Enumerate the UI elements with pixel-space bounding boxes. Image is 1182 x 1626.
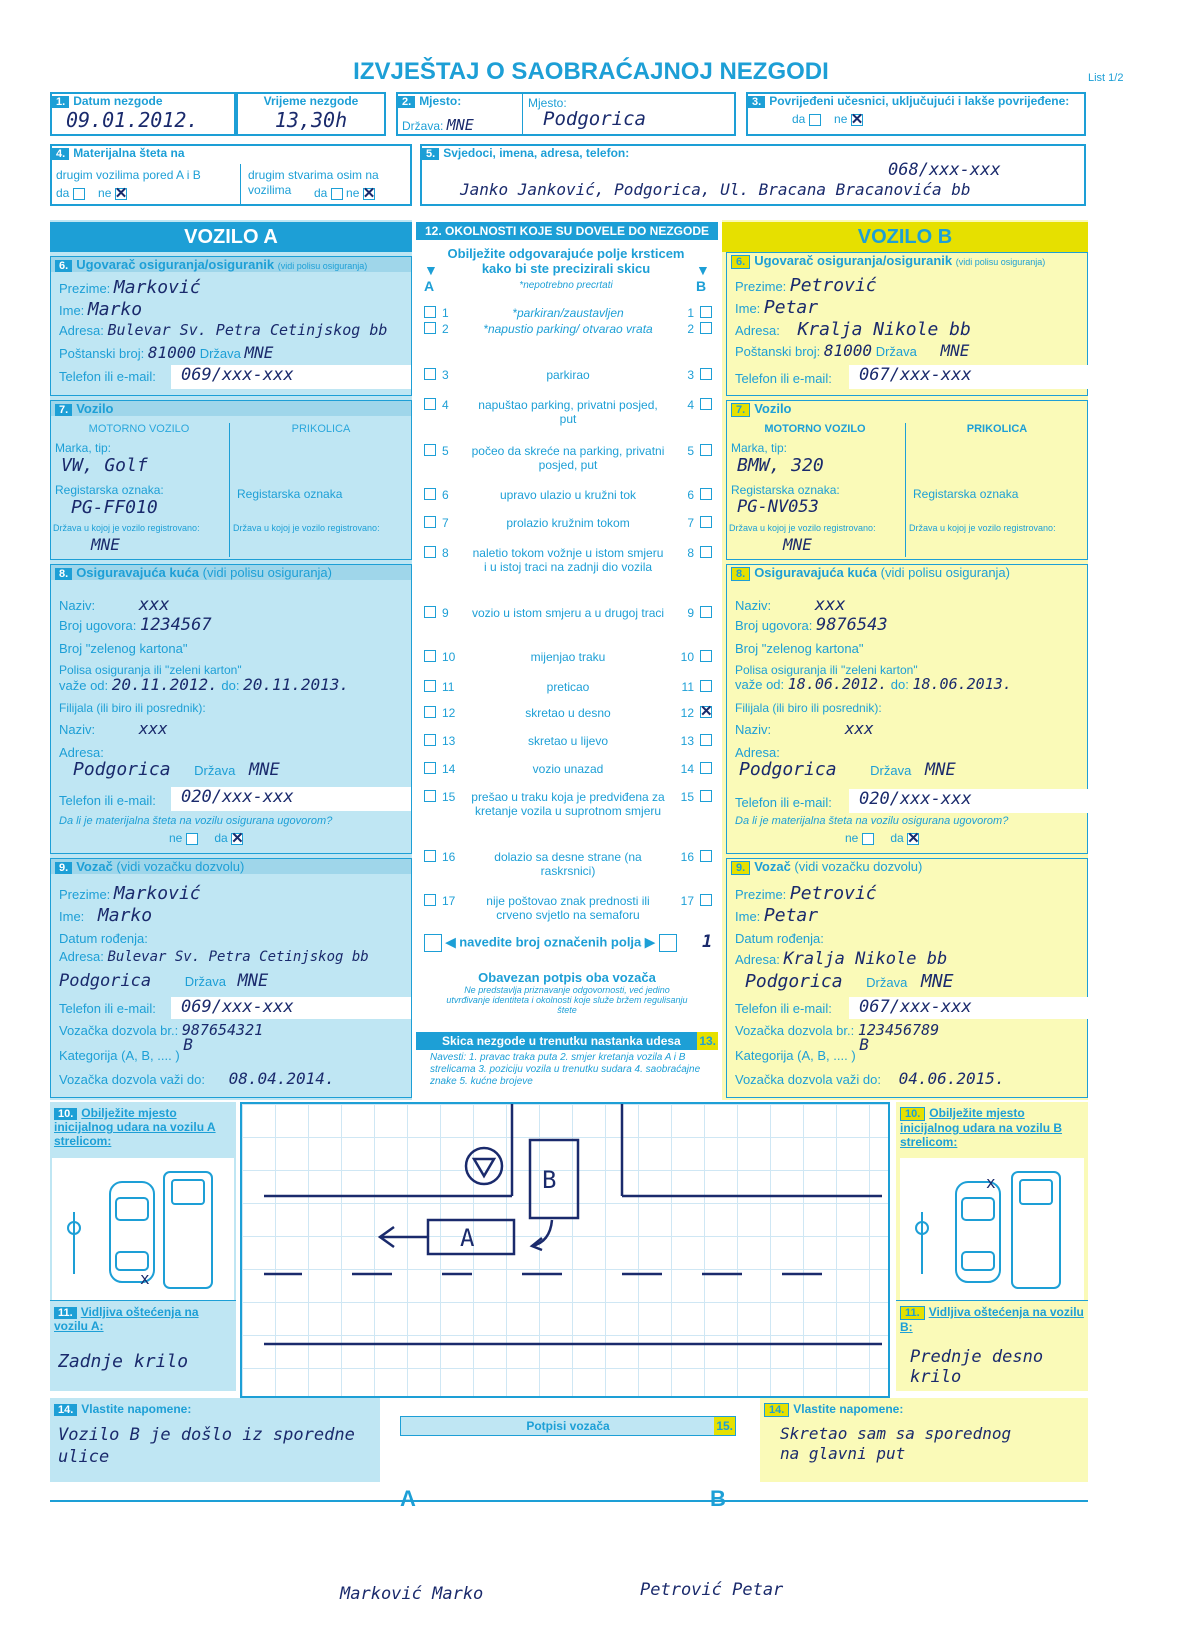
sheet-number: List 1/2 (1088, 72, 1124, 84)
circumstance-number: 7 (442, 516, 449, 530)
svg-text:x: x (140, 1269, 150, 1288)
vehicle-b-vehicle: 7. Vozilo MOTORNO VOZILO PRIKOLICA Marka, tip: BMW, 320 Registarska oznaka: PG-NV053 Država u kojoj je vozilo registrovano: MNE Registarska oznaka Država u kojoj je vozilo registrovano: (726, 400, 1088, 560)
page-title: IZVJEŠTAJ O SAOBRAĆAJNOJ NEZGODI (353, 58, 829, 85)
circumstance-number: 16 (442, 850, 456, 864)
sketch-drawing (242, 1104, 892, 1400)
circumstance-number: 2 (442, 322, 449, 336)
circumstance-number: 1 (687, 306, 694, 320)
car-diagram-a (52, 1158, 234, 1300)
circumstance-b-checkbox[interactable] (700, 488, 712, 500)
signature-b-letter: B (710, 1486, 726, 1511)
circumstance-text: vozio unazad (532, 762, 604, 776)
circumstance-number: 12 (680, 706, 694, 720)
circumstance-number: 8 (442, 546, 449, 560)
circumstance-number: 9 (442, 606, 449, 620)
circumstance-a-checkbox[interactable] (424, 398, 436, 410)
vehicle-b-branch-phone[interactable]: 020/xxx-xxx (849, 789, 1089, 813)
circumstance-text: upravo ulazio u kružni tok (499, 488, 637, 502)
circumstance-a-checkbox[interactable] (424, 444, 436, 456)
circumstance-text: napuštao parking, privatni posjed, put (478, 398, 658, 426)
circumstance-text: *parkiran/zaustavljen (512, 306, 624, 320)
count-b-box[interactable] (659, 934, 677, 952)
circumstance-number: 3 (687, 368, 694, 382)
circumstance-a-checkbox[interactable] (424, 734, 436, 746)
visible-damage-b[interactable]: 11. Vidljiva oštećenja na vozilu B: Prednje desno krilo (896, 1300, 1088, 1391)
count-row: ◀ navedite broj označenih polja ▶ 1 (424, 934, 714, 954)
circumstance-text: parkirao (546, 368, 590, 382)
circumstance-number: 11 (442, 680, 455, 694)
circumstance-b-checkbox[interactable] (700, 368, 712, 380)
circumstance-number: 5 (687, 444, 694, 458)
circumstance-a-checkbox[interactable] (424, 516, 436, 528)
circumstance-text: naletio tokom vožnje u istom smjeru i u istoj traci na zadnji dio vozila (472, 546, 664, 574)
injured-field[interactable]: 3. Povrijeđeni učesnici, uključujući i lakše povrijeđene: da ne ✕ (746, 92, 1086, 136)
column-b-label: ▼ B (696, 262, 710, 294)
sketch-vehicle-b-label: B (542, 1166, 557, 1194)
circumstance-a-checkbox[interactable] (424, 546, 436, 558)
circumstance-number: 17 (680, 894, 694, 908)
sketch-vehicle-a-label: A (460, 1224, 475, 1252)
circumstance-text: prolazio kružnim tokom (506, 516, 630, 530)
circumstance-number: 7 (687, 516, 694, 530)
circumstance-text: vozio u istom smjeru a u drugoj traci (471, 606, 665, 620)
circumstance-number: 10 (442, 650, 456, 664)
circumstance-number: 2 (687, 322, 694, 336)
vehicle-a-vehicle: 7. Vozilo MOTORNO VOZILO PRIKOLICA Marka, tip: VW, Golf Registarska oznaka: PG-FF010 Država u kojoj je vozilo registrovano: MNE Registarska oznaka Država u kojoj je vozilo registrovano: (50, 400, 412, 560)
circumstance-a-checkbox[interactable] (424, 368, 436, 380)
time-field[interactable]: Vrijeme nezgode 13,30h (236, 92, 386, 136)
signature-notice: Obavezan potpis oba vozača Ne predstavlja priznavanje odgovornosti, već jedino utvrđivanje identiteta i okolnosti koje služe bržem regulisanju štete (446, 970, 688, 1015)
svg-text:x: x (986, 1173, 996, 1192)
circumstance-text: počeo da skreće na parking, privatni posjed, put (471, 444, 665, 472)
circumstance-number: 1 (442, 306, 449, 320)
circumstance-a-checkbox[interactable] (424, 762, 436, 774)
circumstance-a-checkbox[interactable] (424, 706, 436, 718)
date-field[interactable]: 1. Datum nezgode 09.01.2012. (50, 92, 236, 136)
circumstance-b-checkbox[interactable] (700, 306, 712, 318)
circumstance-number: 3 (442, 368, 449, 382)
count-a-box[interactable] (424, 934, 442, 952)
circumstance-b-checkbox[interactable] (700, 398, 712, 410)
circumstance-number: 6 (442, 488, 449, 502)
remarks-a[interactable]: 14. Vlastite napomene: Vozilo B je došlo iz sporedne ulice (50, 1398, 380, 1482)
circumstance-b-checkbox[interactable] (700, 516, 712, 528)
column-a-label: ▼ A (424, 262, 438, 294)
circumstance-text: preticao (546, 680, 590, 694)
circumstance-text: skretao u desno (525, 706, 611, 720)
vehicle-a-branch-phone[interactable]: 020/xxx-xxx (171, 787, 411, 811)
circumstance-number: 15 (442, 790, 456, 804)
injured-yes-checkbox[interactable] (809, 114, 821, 126)
vehicle-b-driver-phone[interactable]: 067/xxx-xxx (849, 997, 1089, 1019)
vehicle-a-heading: VOZILO A (50, 222, 412, 252)
vehicle-b-insurance: 8. Osiguravajuća kuća (vidi polisu osiguranja) Naziv: xxx Broj ugovora: 9876543 Broj "zelenog kartona" Polisa osiguranja ili "zeleni karton" važe od: 18.06.2012. do: 18.06.2013. Filijala (ili biro ili posrednik): Naziv: xxx Adresa: Podgorica Država MNE Telefon ili e-mail: 020/xxx-xxx Da li je materijalna šteta na vozilu osigurana ugovorom? ne da ✕ (726, 564, 1088, 854)
circumstance-b-checkbox[interactable] (700, 650, 712, 662)
material-damage-field[interactable]: 4. Materijalna šteta na drugim vozilima pored A i B da ne ✕ drugim stvarima osim na vozilima da ne ✕ (50, 144, 412, 206)
circumstance-number: 4 (687, 398, 694, 412)
vehicle-b-heading: VOZILO B (722, 222, 1088, 252)
vehicle-b-phone[interactable]: 067/xxx-xxx (849, 365, 1089, 389)
circumstances-heading: 12. OKOLNOSTI KOJE SU DOVELE DO NEZGODE (416, 222, 718, 240)
circumstance-text: mijenjao traku (530, 650, 606, 664)
circumstance-a-checkbox[interactable] (424, 790, 436, 802)
circumstance-number: 14 (680, 762, 694, 776)
circumstance-number: 6 (687, 488, 694, 502)
circumstance-b-checkbox[interactable] (700, 762, 712, 774)
circumstance-number: 4 (442, 398, 449, 412)
circumstance-number: 17 (442, 894, 456, 908)
circumstance-b-checkbox[interactable] (700, 444, 712, 456)
signature-a[interactable]: Marković Marko (340, 1584, 484, 1604)
signature-b[interactable]: Petrović Petar (640, 1580, 784, 1600)
circumstance-a-checkbox[interactable] (424, 894, 436, 906)
circumstances-instruction: Obilježite odgovarajuće polje krsticem kako bi ste precizirali skicu (447, 246, 685, 276)
injured-no-checkbox[interactable] (851, 114, 863, 126)
place-field[interactable]: 2. Mjesto: Država: MNE Mjesto: Podgorica (396, 92, 736, 136)
circumstance-b-checkbox[interactable] (700, 790, 712, 802)
witnesses-field[interactable]: 5. Svjedoci, imena, adresa, telefon: 068/xxx-xxx Janko Janković, Podgorica, Ul. Bracana Bracanovića bb (420, 144, 1086, 206)
circumstance-a-checkbox[interactable] (424, 322, 436, 334)
vehicle-a-insured: 6. Ugovarač osiguranja/osiguranik (vidi polisu osiguranja) Prezime: Marković Ime: Marko Adresa: Bulevar Sv. Petra Cetinjskog bb Poštanski broj: 81000 Država MNE Telefon ili e-mail: 069/xxx-xxx (50, 256, 412, 396)
vehicle-b-driver: 9. Vozač (vidi vozačku dozvolu) Prezime: Petrović Ime: Petar Datum rođenja: Adresa: Kralja Nikole bb Podgorica Država MNE Telefon ili e-mail: 067/xxx-xxx Vozačka dozvola br.: 123456789 Kategorija (A, B, .... ) B Vozačka dozvola važi do: 04.06.2015. (726, 858, 1088, 1098)
remarks-b[interactable]: 14. Vlastite napomene: Skretao sam sa sporednog na glavni put (760, 1398, 1088, 1482)
circumstance-text: *napustio parking/ otvarao vrata (483, 322, 653, 336)
sketch-instructions: Navesti: 1. pravac traka puta 2. smjer kretanja vozila A i B strelicama 3. poziciju vozila u trenutku sudara 4. saobraćajne znake 5. kućne brojeve (430, 1052, 701, 1087)
circumstance-number: 11 (681, 680, 694, 694)
circumstance-number: 8 (687, 546, 694, 560)
circumstance-number: 5 (442, 444, 449, 458)
circumstance-number: 13 (442, 734, 456, 748)
vehicle-a-phone[interactable]: 069/xxx-xxx (171, 365, 411, 389)
circumstance-b-checkbox[interactable] (700, 734, 712, 746)
circumstance-text: prešao u traku koja je predviđena za kretanje vozila u suprotnom smjeru (471, 790, 665, 818)
circumstance-number: 14 (442, 762, 456, 776)
circumstance-a-checkbox[interactable] (424, 488, 436, 500)
circumstance-number: 10 (680, 650, 694, 664)
vehicle-b-insured: 6. Ugovarač osiguranja/osiguranik (vidi polisu osiguranja) Prezime: Petrović Ime: Petar Adresa: Kralja Nikole bb Poštanski broj: 81000 Država MNE Telefon ili e-mail: 067/xxx-xxx (726, 252, 1088, 396)
circumstance-number: 12 (442, 706, 456, 720)
vehicle-a-insurance: 8. Osiguravajuća kuća (vidi polisu osiguranja) Naziv: xxx Broj ugovora: 1234567 Broj "zelenog kartona" Polisa osiguranja ili "zeleni karton" važe od: 20.11.2012. do: 20.11.2013. Filijala (ili biro ili posrednik): Naziv: xxx Adresa: Podgorica Država MNE Telefon ili e-mail: 020/xxx-xxx Da li je materijalna šteta na vozilu osigurana ugovorom? ne da ✕ (50, 564, 412, 854)
circumstance-b-checkbox[interactable] (700, 894, 712, 906)
vehicle-a-driver-phone[interactable]: 069/xxx-xxx (171, 997, 411, 1019)
accident-sketch[interactable] (240, 1102, 890, 1398)
circumstance-text: nije poštovao znak prednosti ili crveno svjetlo na semaforu (486, 894, 650, 922)
circumstance-a-checkbox[interactable] (424, 606, 436, 618)
circumstance-number: 9 (687, 606, 694, 620)
circumstance-a-checkbox[interactable] (424, 850, 436, 862)
car-diagram-b (900, 1158, 1084, 1300)
circumstance-a-checkbox[interactable] (424, 680, 436, 692)
circumstance-b-checkbox[interactable] (700, 546, 712, 558)
circumstance-text: dolazio sa desne strane (na raskrsnici) (494, 850, 642, 878)
circumstance-number: 16 (680, 850, 694, 864)
vehicle-a-driver: 9. Vozač (vidi vozačku dozvolu) Prezime: Marković Ime: Marko Datum rođenja: Adresa: Bulevar Sv. Petra Cetinjskog bb Podgorica Država MNE Telefon ili e-mail: 069/xxx-xxx Vozačka dozvola br.: 987654321 Kategorija (A, B, .... ) B Vozačka dozvola važi do: 08.04.2014. (50, 858, 412, 1098)
sketch-heading: Skica nezgode u trenutku nastanka udesa 13. (416, 1032, 718, 1050)
circumstance-b-checkbox[interactable] (700, 606, 712, 618)
circumstance-text: skretao u lijevo (527, 734, 609, 748)
circumstance-number: 13 (680, 734, 694, 748)
signatures-bar: Potpisi vozača 15. (400, 1416, 736, 1436)
signature-a-letter: A (400, 1486, 416, 1511)
circumstance-b-checkbox[interactable] (700, 850, 712, 862)
circumstance-b-checkbox[interactable] (700, 680, 712, 692)
visible-damage-a[interactable]: 11. Vidljiva oštećenja na vozilu A: Zadnje krilo (50, 1300, 236, 1391)
impact-a-box[interactable]: 10. Obilježite mjesto inicijalnog udara na vozilu A strelicom: x (50, 1102, 236, 1302)
impact-b-box[interactable]: 10. Obilježite mjesto inicijalnog udara na vozilu B strelicom: x (896, 1102, 1088, 1302)
circumstance-a-checkbox[interactable] (424, 306, 436, 318)
circumstance-b-checkbox[interactable] (700, 322, 712, 334)
circumstance-a-checkbox[interactable] (424, 650, 436, 662)
circumstance-b-checkbox[interactable] (700, 706, 712, 718)
circumstance-number: 15 (680, 790, 694, 804)
